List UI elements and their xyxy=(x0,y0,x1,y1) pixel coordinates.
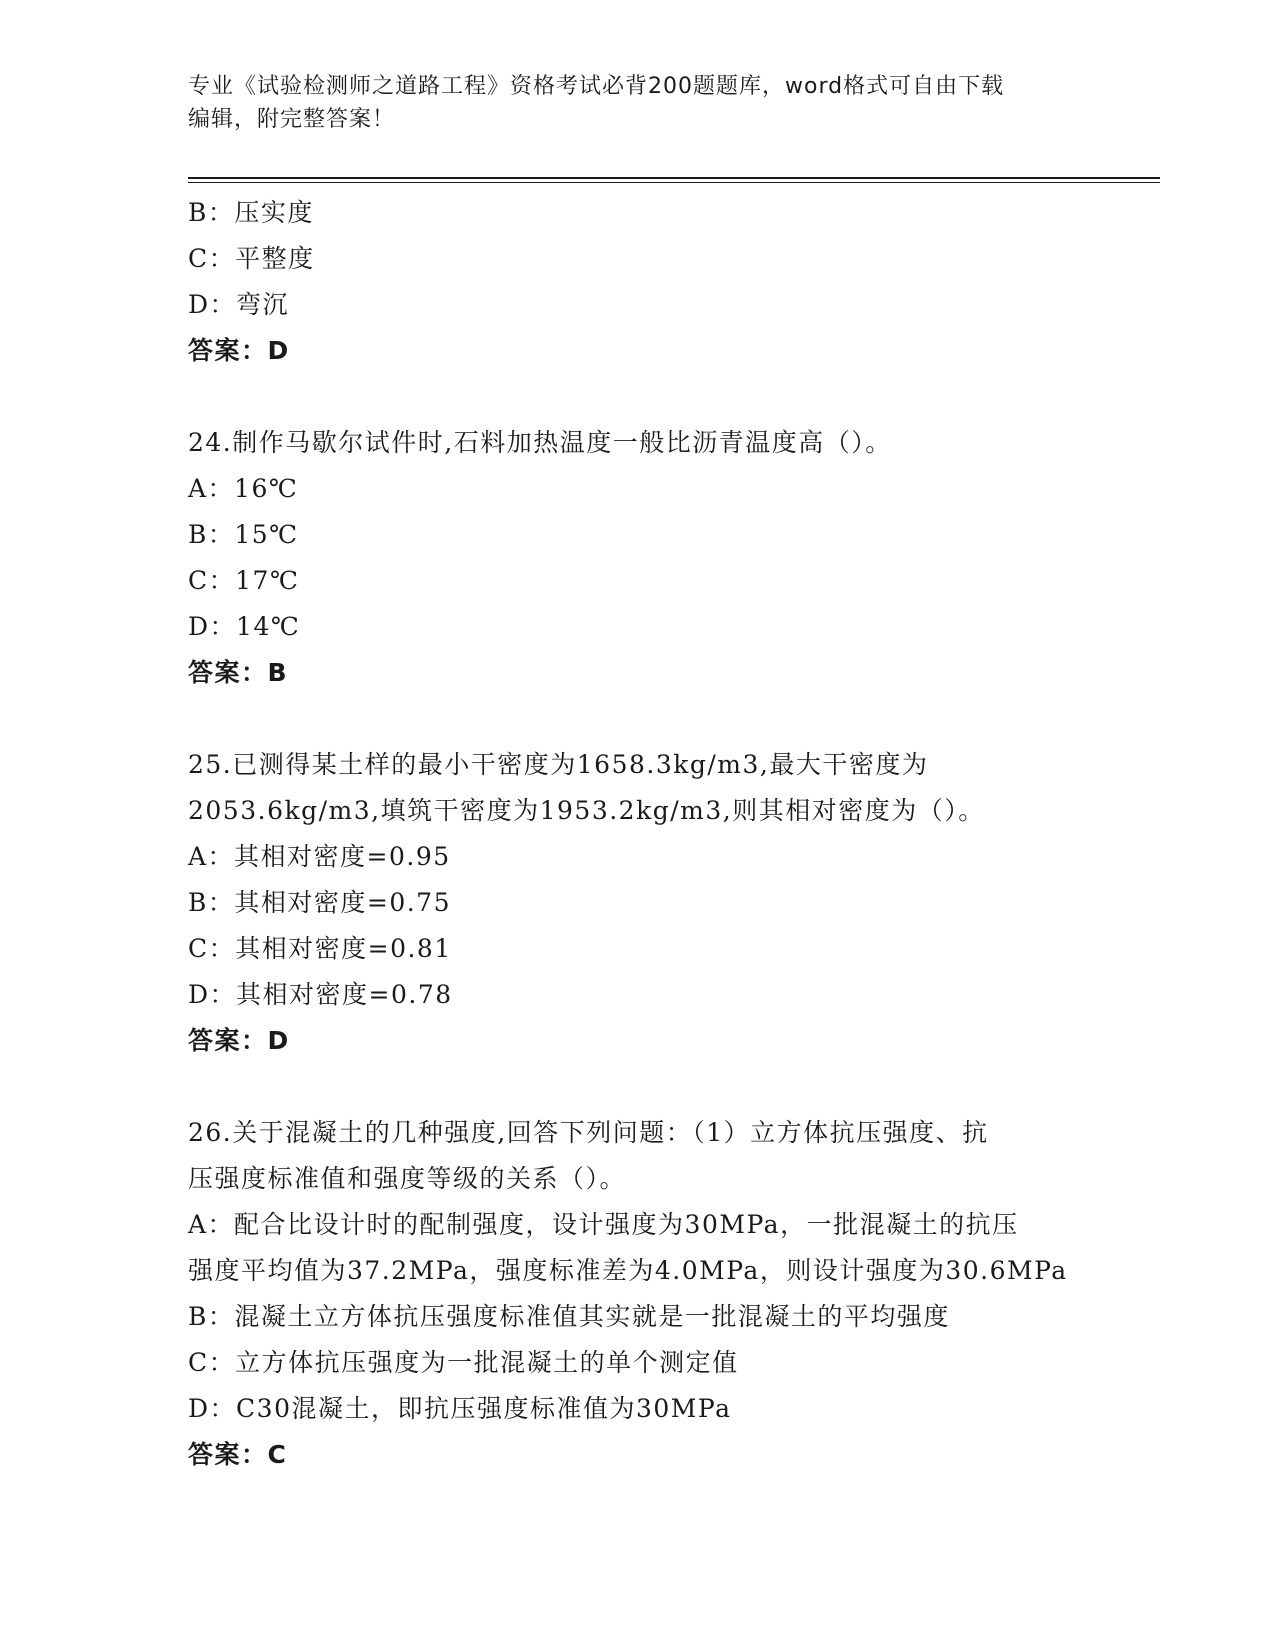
question-list xyxy=(188,190,1088,1478)
document-header xyxy=(188,70,1068,136)
option-a-line-2: 强度平均值为37.2MPa，强度标准差为4.0MPa，则设计强度为30.6MPa xyxy=(188,1256,1068,1285)
header-divider-thick xyxy=(188,177,1160,179)
question-stem-line-1: 25.已测得某土样的最小干密度为1658.3kg/m3,最大干密度为 xyxy=(188,750,929,779)
question-stem-line-2: 压强度标准值和强度等级的关系（）。 xyxy=(188,1164,627,1193)
question-stem: 24.制作马歇尔试件时,石料加热温度一般比沥青温度高（）。 xyxy=(188,428,892,457)
option-c: C：其相对密度=0.81 xyxy=(188,934,452,963)
spacer xyxy=(188,1064,1088,1110)
option-c: C：平整度 xyxy=(188,244,315,273)
header-divider-thin xyxy=(188,182,1160,183)
option-b: B：其相对密度=0.75 xyxy=(188,888,451,917)
option-a-line-1: A：配合比设计时的配制强度，设计强度为30MPa，一批混凝土的抗压 xyxy=(188,1210,1019,1239)
option-c: C：17℃ xyxy=(188,566,300,595)
answer-line: 答案：C xyxy=(188,1440,288,1469)
option-c: C：立方体抗压强度为一批混凝土的单个测定值 xyxy=(188,1348,739,1377)
question-25 xyxy=(188,742,1088,1064)
option-d: D：其相对密度=0.78 xyxy=(188,980,453,1009)
header-line-1: 专业《试验检测师之道路工程》资格考试必背200题题库，word格式可自由下载 xyxy=(188,74,1005,99)
question-24 xyxy=(188,420,1088,696)
question-stem-line-2: 2053.6kg/m3,填筑干密度为1953.2kg/m3,则其相对密度为（）。 xyxy=(188,796,985,825)
option-a: A：16℃ xyxy=(188,474,299,503)
option-d: D：C30混凝土，即抗压强度标准值为30MPa xyxy=(188,1394,732,1423)
spacer xyxy=(188,696,1088,742)
option-b: B：15℃ xyxy=(188,520,299,549)
answer-line: 答案：D xyxy=(188,1026,290,1055)
spacer xyxy=(188,374,1088,420)
answer-line: 答案：B xyxy=(188,658,289,687)
question-26 xyxy=(188,1110,1088,1478)
option-d: D：弯沉 xyxy=(188,290,290,319)
question-stem-line-1: 26.关于混凝土的几种强度,回答下列问题：（1）立方体抗压强度、抗 xyxy=(188,1118,989,1147)
question-23-continued xyxy=(188,190,1088,374)
option-a: A：其相对密度=0.95 xyxy=(188,842,451,871)
option-d: D：14℃ xyxy=(188,612,301,641)
header-line-2: 编辑，附完整答案！ xyxy=(188,107,396,132)
option-b: B：压实度 xyxy=(188,198,314,227)
answer-line: 答案：D xyxy=(188,336,290,365)
option-b: B：混凝土立方体抗压强度标准值其实就是一批混凝土的平均强度 xyxy=(188,1302,950,1331)
